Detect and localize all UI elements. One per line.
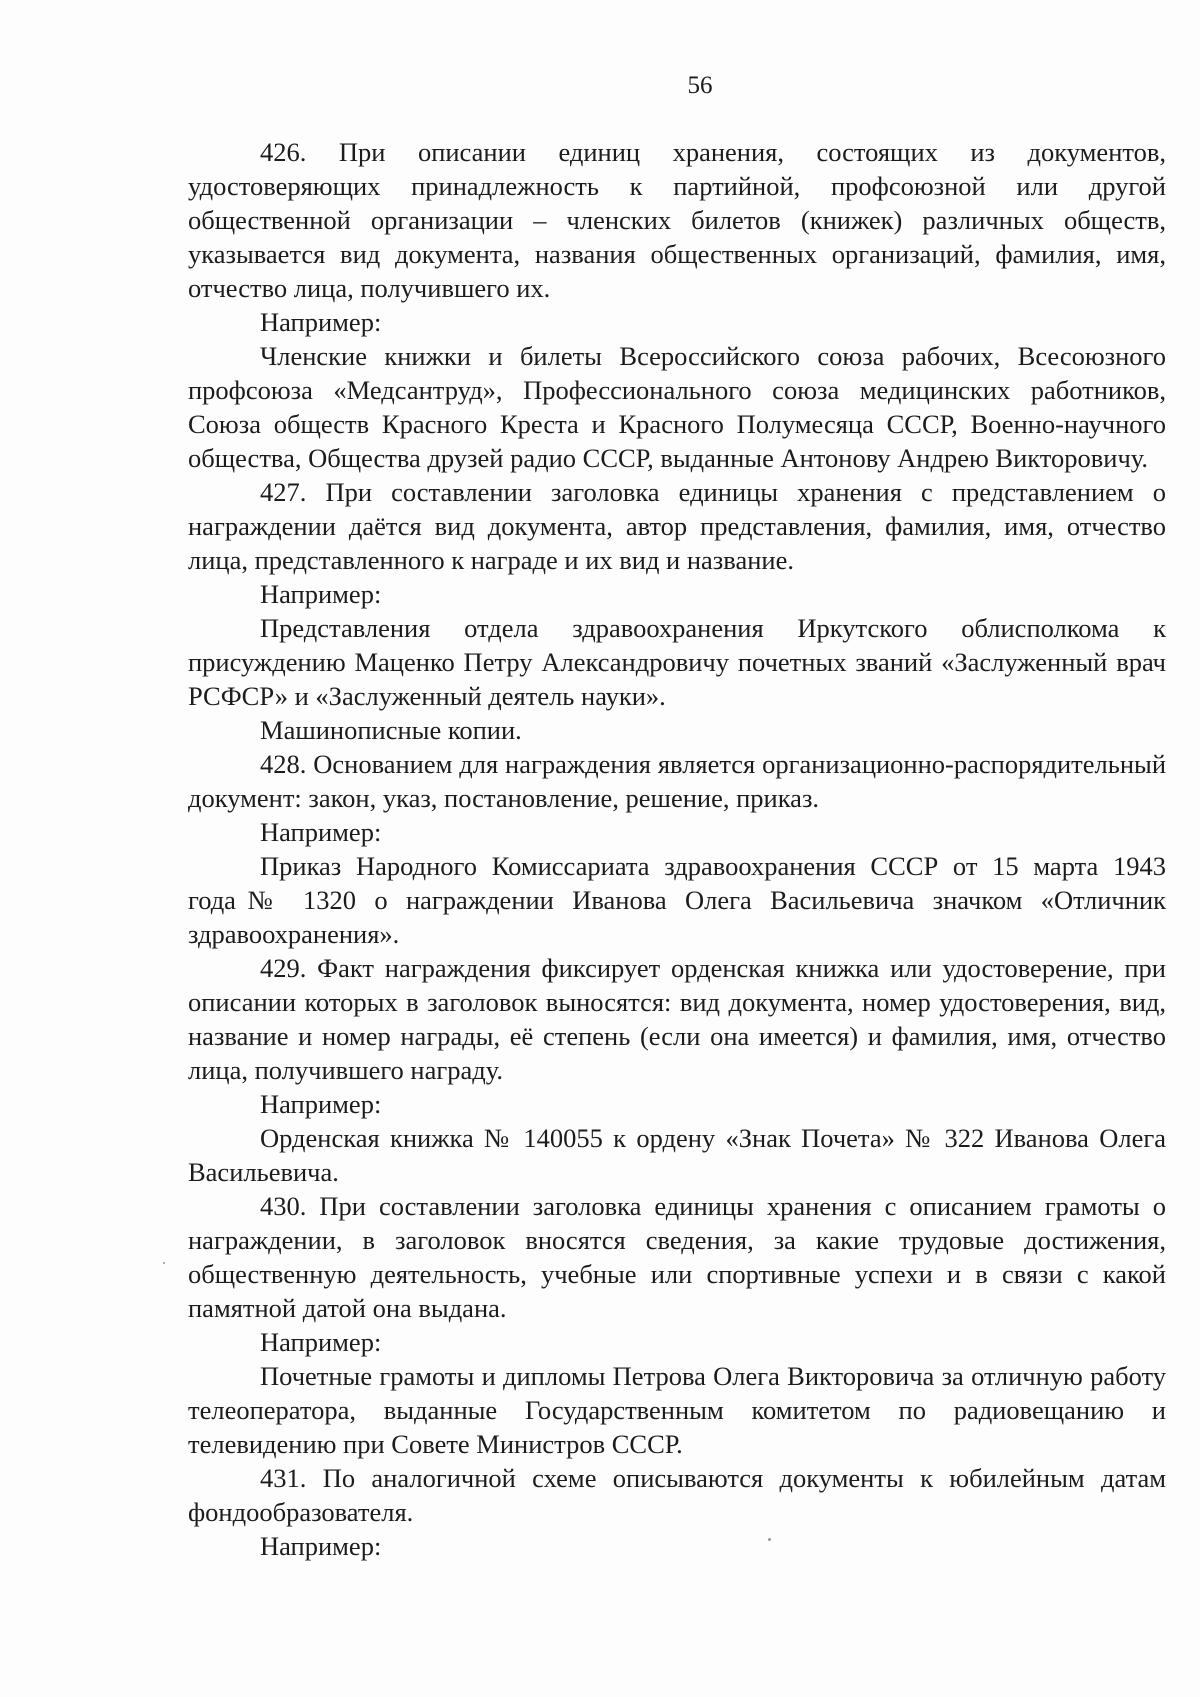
paragraph-427: 427. При составлении заголовка единицы хранения с представлением о награждении даётся вид документа, автор представления, фамилия, имя, отчество лица, представленного к награде и их вид и название. [188, 477, 1166, 575]
example-label: Например: [260, 579, 382, 609]
paragraph-429: 429. Факт награждения фиксирует орденская книжка или удостоверение, при описании которых в заголовок выносятся: вид документа, номер удостоверения, вид, название и номер награды, её степень (если она имеется) и фамилия, имя, отчество лица, получившего награду. [188, 953, 1166, 1085]
example-text: Представления отдела здравоохранения Иркутского облисполкома к присуждению Маценко Петру Александровичу почетных званий «Заслуженный врач РСФСР» и «Заслуженный деятель науки». [188, 613, 1166, 711]
scan-speck [163, 1262, 165, 1264]
example-text: Членские книжки и билеты Всероссийского союза рабочих, Всесоюзного профсоюза «Медсантруд», Профессионального союза медицинских работников, Союза обществ Красного Креста и Красного Полумесяца СССР, Военно-научного общества, Общества друзей радио СССР, выданные Антонову Андрею Викторовичу. [188, 341, 1166, 473]
paragraph-428: 428. Основанием для награждения является организационно-распорядительный документ: закон, указ, постановление, решение, приказ. [188, 749, 1166, 813]
example-text: Приказ Народного Комиссариата здравоохранения СССР от 15 марта 1943 года№ 1320 о награждении Иванова Олега Васильевича значком «Отличник здравоохранения». [188, 851, 1166, 949]
example-label: Например: [260, 1531, 382, 1561]
document-body [188, 135, 1166, 1563]
example-label: Например: [260, 1327, 382, 1357]
example-label: Например: [260, 817, 382, 847]
example-label: Например: [260, 307, 382, 337]
example-label: Например: [260, 1089, 382, 1119]
paragraph-431: 431. По аналогичной схеме описываются документы к юбилейным датам фондообразователя. [188, 1463, 1166, 1527]
paragraph-430: 430. При составлении заголовка единицы хранения с описанием грамоты о награждении, в заголовок вносятся сведения, за какие трудовые достижения, общественную деятельность, учебные или спортивные успехи и в связи с какой памятной датой она выдана. [188, 1191, 1166, 1323]
scan-speck [768, 1538, 771, 1541]
paragraph-426: 426. При описании единиц хранения, состоящих из документов, удостоверяющих принадлежность к партийной, профсоюзной или другой общественной организации – членских билетов (книжек) различных обществ, указывается вид документа, названия общественных организаций, фамилия, имя, отчество лица, получившего их. [188, 137, 1166, 303]
example-text: Орденская книжка № 140055 к ордену «Знак Почета» № 322 Иванова Олега Васильевича. [188, 1123, 1166, 1187]
page-number: 56 [687, 72, 713, 99]
example-text: Почетные грамоты и дипломы Петрова Олега Викторовича за отличную работу телеоператора, выданные Государственным комитетом по радиовещанию и телевидению при Совете Министров СССР. [188, 1361, 1166, 1459]
example-note: Машинописные копии. [260, 715, 522, 745]
